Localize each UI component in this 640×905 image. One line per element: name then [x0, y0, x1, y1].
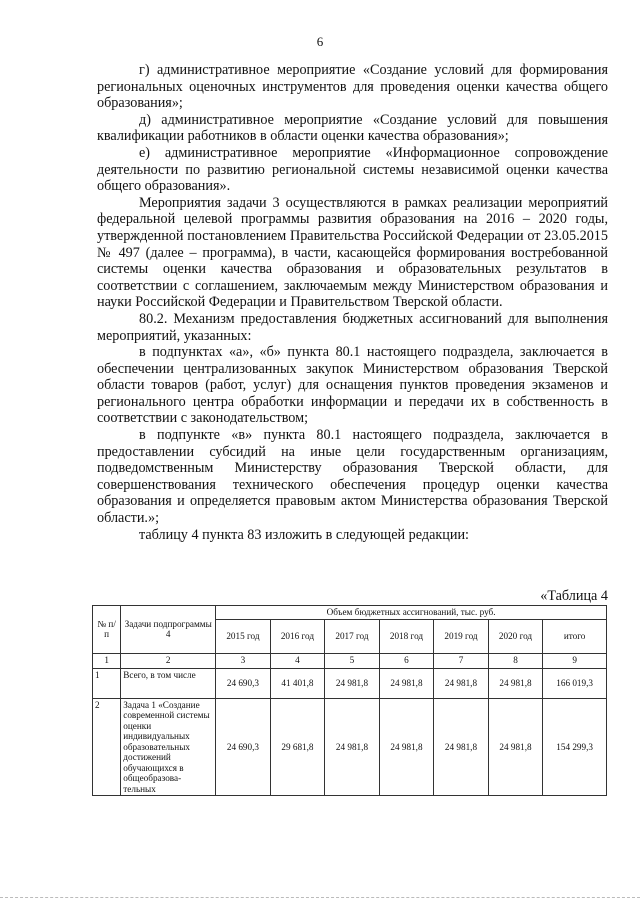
value-cell: 24 981,8	[379, 698, 434, 796]
body-text	[97, 62, 608, 543]
index-cell: 3	[216, 653, 271, 668]
value-cell: 24 981,8	[434, 698, 489, 796]
table-row	[93, 668, 607, 698]
index-cell: 6	[379, 653, 434, 668]
table-title: «Таблица 4	[540, 588, 608, 604]
paragraph-table-intro: таблицу 4 пункта 83 изложить в следующей редакции:	[139, 526, 469, 543]
header-year-2016: 2016 год	[270, 619, 325, 653]
table-index-row	[93, 653, 607, 668]
header-year-2020: 2020 год	[488, 619, 543, 653]
index-cell: 4	[270, 653, 325, 668]
paragraph-d: д) административное мероприятие «Создание условий для повышения квалификации работников в области оценки качества образования»;	[97, 111, 608, 145]
header-year-2015: 2015 год	[216, 619, 271, 653]
value-cell: 24 981,8	[325, 668, 380, 698]
value-cell: 29 681,8	[270, 698, 325, 796]
value-cell: 24 981,8	[488, 698, 543, 796]
header-year-2018: 2018 год	[379, 619, 434, 653]
total-cell: 166 019,3	[543, 668, 607, 698]
header-total: итого	[543, 619, 607, 653]
paragraph-task3: Мероприятия задачи 3 осуществляются в рамках реализации мероприятий федеральной целевой программы развития образования на 2016 – 2020 годы, утвержденной постановлением Правительства Российской Федерации от 23.05.2015 № 497 (далее – программа), в части, касающейся формирования востребованной системы оценки качества образования и образовательных результатов в соответствии с соглашением, заключаемым между Министерством образования и науки Российской Федерации и Правительством Тверской области.	[97, 194, 608, 311]
paragraph-e: е) административное мероприятие «Информационное сопровождение деятельности по развитию региональной системы независимой оценки качества общего образования».	[97, 144, 608, 195]
value-cell: 24 981,8	[325, 698, 380, 796]
index-cell: 8	[488, 653, 543, 668]
paragraph-80-2: 80.2. Механизм предоставления бюджетных ассигнований для выполнения мероприятий, указанных:	[97, 310, 608, 344]
index-cell: 7	[434, 653, 489, 668]
paragraph-subpoint-v: в подпункте «в» пункта 80.1 настоящего подраздела, заключается в предоставлении субсидий на иные цели государственным организациям, подведомственным Министерству образования Тверской области, для совершенствования технического обеспечения процедур оценки качества образования и определяется правовым актом Министерства образования Тверской области.»;	[97, 427, 608, 527]
header-budget: Объем бюджетных ассигнований, тыс. руб.	[216, 606, 607, 620]
paragraph-g: г) административное мероприятие «Создание условий для формирования региональных оценочных инструментов для проведения оценки качества общего образования»;	[97, 62, 608, 112]
value-cell: 24 981,8	[488, 668, 543, 698]
header-num: № п/п	[93, 606, 121, 654]
table-row	[93, 698, 607, 796]
header-year-2019: 2019 год	[434, 619, 489, 653]
total-cell: 154 299,3	[543, 698, 607, 796]
row-num: 2	[93, 698, 121, 796]
budget-table	[92, 605, 607, 796]
row-task: Задача 1 «Создание современной системы оценки индивидуальных образовательных достижений обучающихся в общеобразова-тельных	[121, 698, 216, 796]
table-header-row	[93, 606, 607, 620]
row-num: 1	[93, 668, 121, 698]
header-year-2017: 2017 год	[325, 619, 380, 653]
row-task: Всего, в том числе	[121, 668, 216, 698]
scan-edge-divider	[0, 897, 640, 899]
index-cell: 2	[121, 653, 216, 668]
value-cell: 24 981,8	[379, 668, 434, 698]
value-cell: 24 981,8	[434, 668, 489, 698]
value-cell: 24 690,3	[216, 698, 271, 796]
index-cell: 5	[325, 653, 380, 668]
index-cell: 1	[93, 653, 121, 668]
value-cell: 24 690,3	[216, 668, 271, 698]
paragraph-subpoints-ab: в подпунктах «а», «б» пункта 80.1 настоящего подраздела, заключается в обеспечении централизованных закупок Министерством образования Тверской области товаров (работ, услуг) для оснащения пунктов проведения экзаменов и регионального центра обработки информации и передачи их в собственность в соответствии с законодательством;	[97, 344, 608, 427]
value-cell: 41 401,8	[270, 668, 325, 698]
page-number: 6	[316, 34, 324, 49]
header-tasks: Задачи подпрограммы 4	[121, 606, 216, 654]
index-cell: 9	[543, 653, 607, 668]
